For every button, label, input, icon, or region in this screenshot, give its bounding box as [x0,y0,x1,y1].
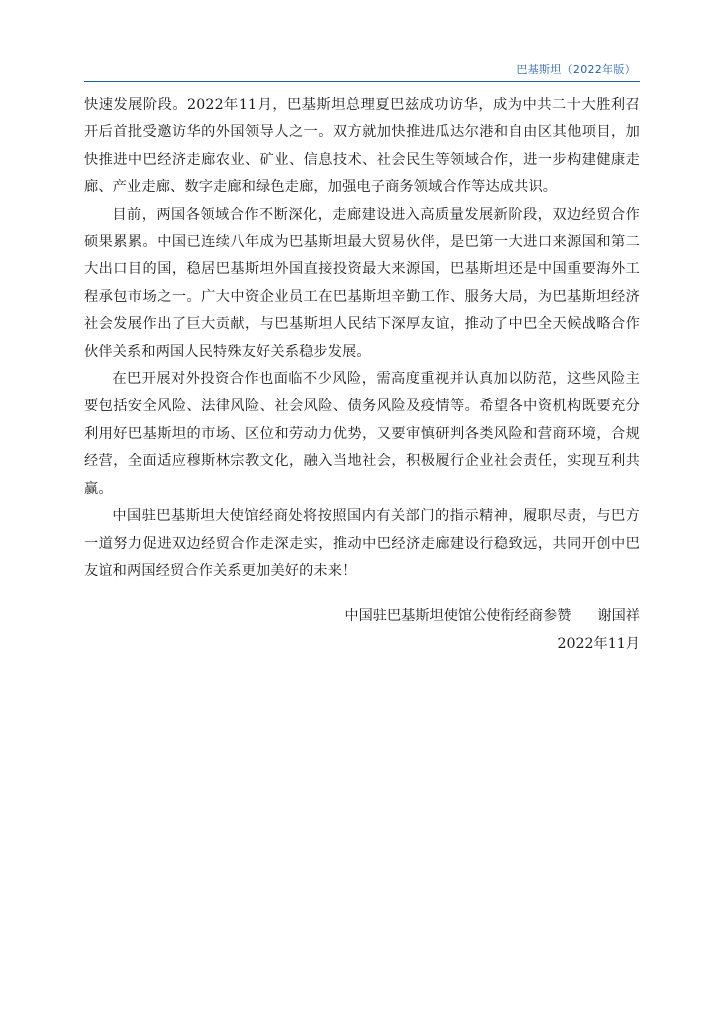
signature-title: 中国驻巴基斯坦使馆公使衔经商参赞 [344,608,572,625]
paragraph-closing: 中国驻巴基斯坦大使馆经商处将按照国内有关部门的指示精神，履职尽责，与巴方一道努力促进双边经贸合作走深走实，推动中巴经济走廊建设行稳致远，共同开创中巴友谊和两国经贸合作关系更加美好的未来！ [84,508,640,579]
paragraph-bilateral-cooperation: 目前，两国各领域合作不断深化，走廊建设进入高质量发展新阶段，双边经贸合作硕果累累。中国已连续八年成为巴基斯坦最大贸易伙伴，是巴第一大进口来源国和第二大出口目的国，稳居巴基斯坦外国直接投资最大来源国，巴基斯坦还是中国重要海外工程承包市场之一。广大中资企业员工在巴基斯坦辛勤工作、服务大局，为巴基斯坦经济社会发展作出了巨大贡献，与巴基斯坦人民结下深厚友谊，推动了中巴全天候战略合作伙伴关系和两国人民特殊友好关系稳步发展。 [84,206,640,360]
running-header: 巴基斯坦（2022年版） [516,63,636,76]
paragraph-continuation: 快速发展阶段。2022年11月，巴基斯坦总理夏巴兹成功访华，成为中共二十大胜利召开后首批受邀访华的外国领导人之一。双方就加快推进瓜达尔港和自由区其他项目，加快推进中巴经济走廊农业、矿业、信息技术、社会民生等领域合作，进一步构建健康走廊、产业走廊、数字走廊和绿色走廊，加强电子商务领域合作等达成共识。 [84,97,640,196]
signature-title-line [84,603,640,630]
header-rule [84,81,640,82]
signature-name: 谢国祥 [597,608,640,625]
body-text [84,92,640,658]
signature-block [84,603,640,658]
signature-date: 2022年11月 [557,635,640,652]
paragraph-investment-risks: 在巴开展对外投资合作也面临不少风险，需高度重视并认真加以防范，这些风险主要包括安全风险、法律风险、社会风险、债务风险及疫情等。希望各中资机构既要充分利用好巴基斯坦的市场、区位和劳动力优势，又要审慎研判各类风险和营商环境，合规经营，全面适应穆斯林宗教文化，融入当地社会，积极履行企业社会责任，实现互利共赢。 [84,371,640,497]
